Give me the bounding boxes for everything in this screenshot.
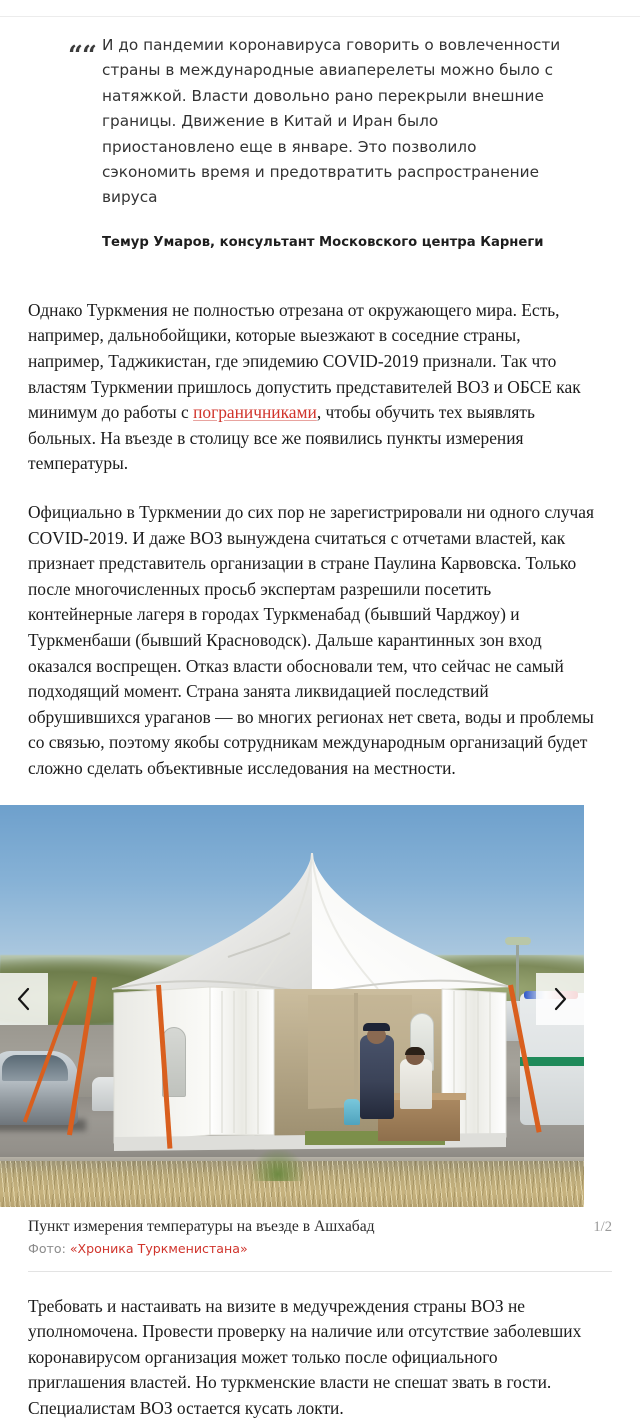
image-carousel[interactable] (0, 805, 584, 1207)
caption-row (28, 1216, 612, 1238)
photo-officer-cap (363, 1023, 390, 1031)
image-carousel-figure (0, 805, 640, 1272)
carousel-counter: 1/2 (593, 1218, 612, 1235)
photo-ambulance-stripe (520, 1057, 584, 1066)
photo-car-windshield (2, 1055, 68, 1081)
carousel-photo (0, 805, 584, 1207)
photo-officer (360, 1035, 394, 1119)
chevron-left-icon (15, 986, 33, 1012)
page-top-divider (0, 16, 640, 17)
paragraph-1-part-a: Однако Туркмения не полностью отрезана от окружающего мира. Есть, например, дальнобойщики, которые выезжают в соседние страны, например, Таджикистан, где эпидемию COVID-2019 признали. Так что властям Туркмении пришлось допустить представителей ВОЗ и ОБСЕ как минимум до работы с (28, 299, 581, 423)
photo-credit-row (28, 1239, 612, 1259)
border-guards-link[interactable]: пограничниками (193, 402, 317, 423)
carousel-prev-button[interactable] (0, 973, 48, 1025)
photo-seated-person (400, 1059, 432, 1109)
image-caption (0, 1207, 640, 1259)
quote-mark-icon: ““ (68, 41, 96, 71)
photo-tent-roof (110, 853, 514, 993)
paragraph-1 (28, 298, 612, 477)
pull-quote-text: И до пандемии коронавируса говорить о вовлеченности страны в международные авиаперелеты можно было с натяжкой. Власти довольно рано перекрыли внешние границы. Движение в Китай и Иран было приостановлено еще в январе. Это позволило сэкономить время и предотвратить распространение вируса (102, 36, 561, 207)
photo-credit-link[interactable]: «Хроника Туркменистана» (69, 1240, 248, 1256)
photo-credit-label: Фото: (28, 1240, 70, 1256)
article-body-top (0, 272, 640, 782)
paragraph-2: Официально в Туркмении до сих пор не зарегистрировали ни одного случая COVID-2019. И даже ВОЗ вынуждена считаться с отчетами властей, как признает представитель организации в стране Паулина Карвовска. Только после многочисленных просьб экспертам разрешили посетить контейнерные лагеря в городах Туркменабад (бывший Чарджоу) и Туркменбаши (бывший Красноводск). Дальше карантинных зон вход оказался воспрещен. Отказ власти обосновали тем, что сейчас не самый подходящий момент. Страна занята ликвидацией последствий обрушившихся ураганов — во многих регионах нет света, воды и проблемы со связью, поэтому якобы сотрудникам международным организаций будет сложно сделать объективные исследования на местности. (28, 502, 594, 778)
photo-gas-cylinder (344, 1099, 360, 1125)
pull-quote-author: Темур Умаров, консультант Московского центра Карнеги (102, 234, 544, 250)
carousel-next-button[interactable] (536, 973, 584, 1025)
article-body-bottom (0, 1272, 640, 1422)
caption-text: Пункт измерения температуры на въезде в Ашхабад (28, 1217, 375, 1235)
pull-quote-body (102, 33, 600, 252)
chevron-right-icon (551, 986, 569, 1012)
photo-lamp-post (516, 941, 519, 1001)
pull-quote (40, 16, 600, 256)
paragraph-1-part-b: , чтобы обучить тех выявлять больных. На въезде в столицу все же появились пункты измерения температуры. (28, 402, 535, 474)
paragraph-3: Требовать и настаивать на визите в медучреждения страны ВОЗ не уполномочена. Провести проверку на наличие или отсутствие заболевших коронавирусом организация может только после официального приглашения властей. Но туркменские власти не спешат звать в гости. Специалистам ВОЗ остается кусать локти. (28, 1295, 582, 1418)
